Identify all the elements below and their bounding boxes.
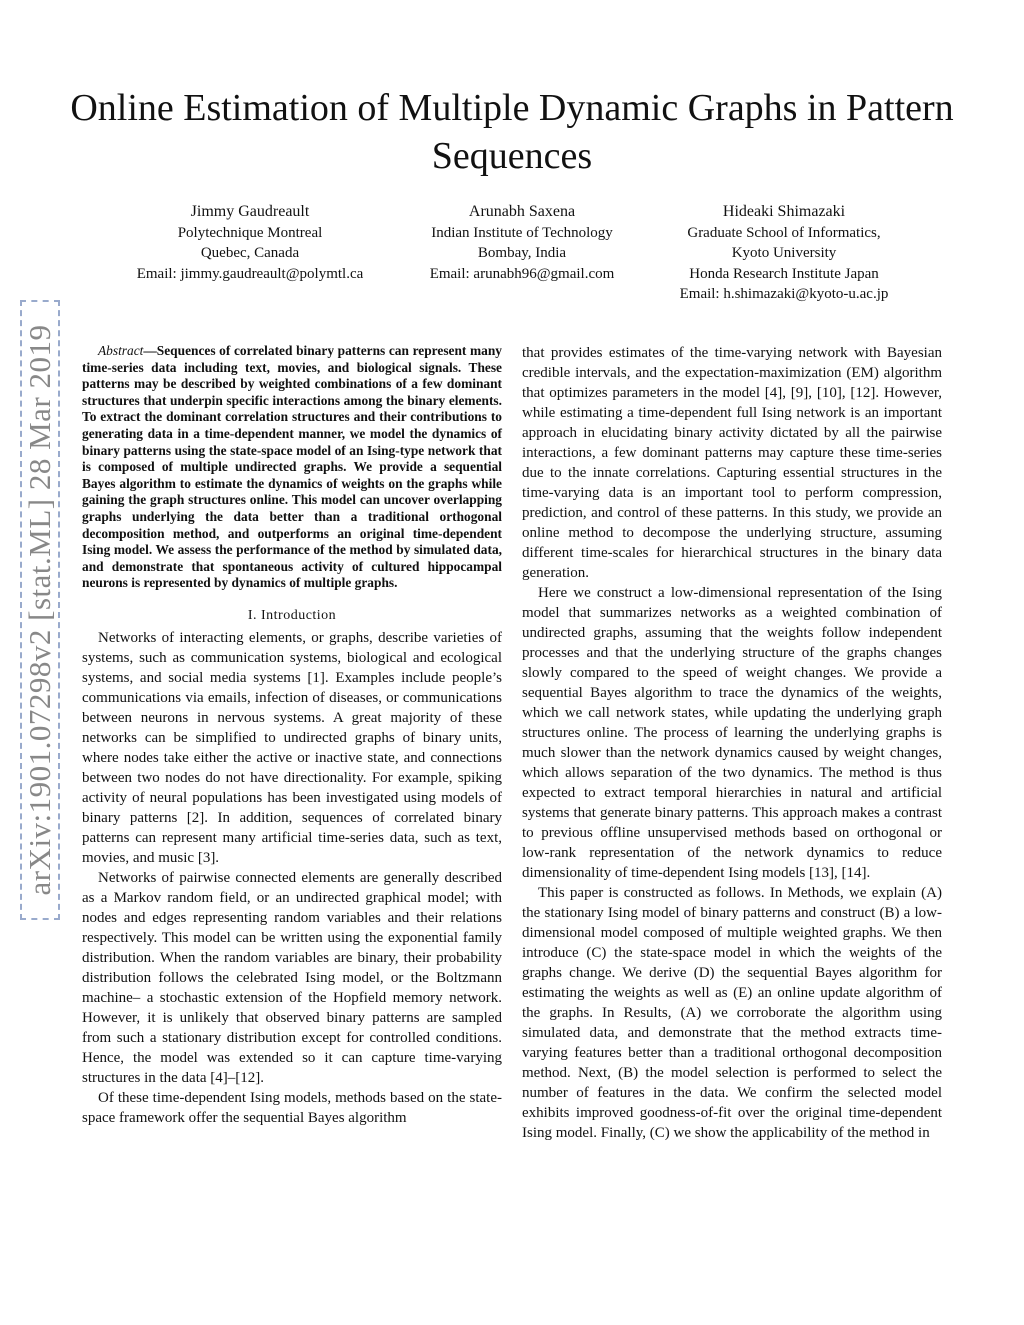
section-heading-introduction: I. Introduction <box>247 607 337 623</box>
author-affiliation-2: Kyoto University <box>731 245 837 261</box>
left-column <box>82 343 502 1128</box>
author-3 <box>634 202 934 305</box>
author-affiliation-3: Honda Research Institute Japan <box>689 265 879 282</box>
paragraph: Here we construct a low-dimensional representation of the Ising model that summarizes networks as a weighted combination of undirected graphs, assuming that the weights follow independent processes and that the underlying structure of the graphs changes slowly compared to the speed of weight changes. We provide a sequential Bayes algorithm to trace the dynamics of the weights, which we call network states, while updating the underlying graph structures online. The process of learning the underlying graphs is much slower than the network dynamics caused by weight changes, which allows separation of the two dynamics. The method is thus expected to extract temporal hierarchies in natural and artificial systems that generate binary patterns. This approach makes a contrast to previous offline unsupervised methods based on orthogonal or low-rank representation of the network dynamics to reduce dimensionality of time-dependent Ising models [13], [14]. <box>522 585 942 881</box>
author-name: Hideaki Shimazaki <box>722 203 846 220</box>
arxiv-id: arXiv:1901.07298v2 [stat.ML] 28 Mar 2019 <box>22 324 57 896</box>
author-name: Arunabh Saxena <box>468 203 576 220</box>
author-location: Bombay, India <box>477 245 567 261</box>
abstract-label: Abstract <box>98 343 144 358</box>
paragraph: that provides estimates of the time-varying network with Bayesian credible intervals, and the expectation-maximization (EM) algorithm that optimizes parameters in the model [4], [9], [10], [12]. However, while estimating a time-dependent full Ising network is an important approach in elucidating binary activity dictated by all the pairwise interactions, a few dominant patterns may capture these time-series due to the innate correlations. Capturing essential structures in the time-varying data is an important tool to perform compression, prediction, and control of these patterns. In this study, we provide an online method to decompose the underlying structure, assuming different time-scales for hierarchical structures in the binary data generation. <box>522 345 942 581</box>
author-location: Quebec, Canada <box>200 245 300 261</box>
author-1 <box>100 202 400 284</box>
paragraph: This paper is constructed as follows. In Methods, we explain (A) the stationary Ising model of binary patterns and construct (B) a low-dimensional model composed of multiple weighted graphs. We then introduce (C) the state-space model in which the weights of the graphs change. We derive (D) the sequential Bayes algorithm for estimating the weights as well as (E) an online update algorithm of the graphs. In Results, (A) we corroborate the algorithm using simulated data, and demonstrate that the method extracts time-varying features better than a traditional orthogonal decomposition method. Next, (B) the model selection is performed to select the number of features in the data. We confirm the selected model exhibits improved goodness-of-fit over the original time-dependent Ising model. Finally, (C) we show the applicability of the method in <box>522 885 942 1141</box>
author-affiliation: Graduate School of Informatics, <box>687 224 881 241</box>
paper-title: Online Estimation of Multiple Dynamic Graphs in Pattern Sequences <box>70 87 954 177</box>
arxiv-identifier-stamp[interactable] <box>20 300 60 920</box>
paragraph: Networks of interacting elements, or graphs, describe varieties of systems, such as communication systems, biological and ecological systems, and social media systems [1]. Examples include people’s communications via emails, infection of diseases, or communications between neurons in nervous systems. A great majority of these networks can be simplified to undirected graphs of binary units, where nodes take either the active or inactive state, and connections between two nodes do not have directionality. For example, spiking activity of neural populations has been investigated using models of binary patterns [2]. In addition, sequences of correlated binary patterns can represent many artificial time-series data, such as text, movies, and music [3]. <box>82 629 502 866</box>
author-name: Jimmy Gaudreault <box>190 203 310 220</box>
abstract <box>82 343 502 592</box>
author-email: Email: h.shimazaki@kyoto-u.ac.jp <box>679 286 889 302</box>
author-affiliation: Polytechnique Montreal <box>177 224 323 241</box>
author-2 <box>372 202 672 284</box>
right-column <box>522 343 942 1143</box>
paragraph: Networks of pairwise connected elements are generally described as a Markov random field, or an undirected graphical model; with nodes and edges representing random variables and their relations respectively. This model can be written using the exponential family distribution. When the random variables are binary, their probability distribution follows the celebrated Ising model, or the Boltzmann machine– a stochastic extension of the Hopfield memory network. However, it is unlikely that observed binary patterns are sampled from such a stationary distribution except for controlled conditions. Hence, the model was extended so it can capture time-varying structures in the data [4]–[12]. <box>82 869 502 1086</box>
author-email: Email: jimmy.gaudreault@polymtl.ca <box>136 265 364 282</box>
author-affiliation: Indian Institute of Technology <box>431 224 613 241</box>
author-email: Email: arunabh96@gmail.com <box>429 265 615 282</box>
paragraph: Of these time-dependent Ising models, methods based on the state-space framework offer the sequential Bayes algorithm <box>82 1089 502 1126</box>
abstract-text: —Sequences of correlated binary patterns can represent many time-series data including text, movies, and biological signals. These patterns may be described by weighted combinations of a few dominant structures that underpin specific interactions among the binary elements. To extract the dominant correlation structures and their contributions to generating data in a time-dependent manner, we model the dynamics of binary patterns using the state-space model of an Ising-type network that is composed of multiple undirected graphs. We provide a sequential Bayes algorithm to estimate the dynamics of weights on the graphs while gaining the graph structures online. This model can uncover overlapping graphs underlying the data better than a traditional orthogonal decomposition method, and outperforms an original time-dependent Ising model. We assess the performance of the method by simulated data, and demonstrate that spontaneous activity of cultured hippocampal neurons is represented by dynamics of multiple graphs. <box>82 343 502 591</box>
